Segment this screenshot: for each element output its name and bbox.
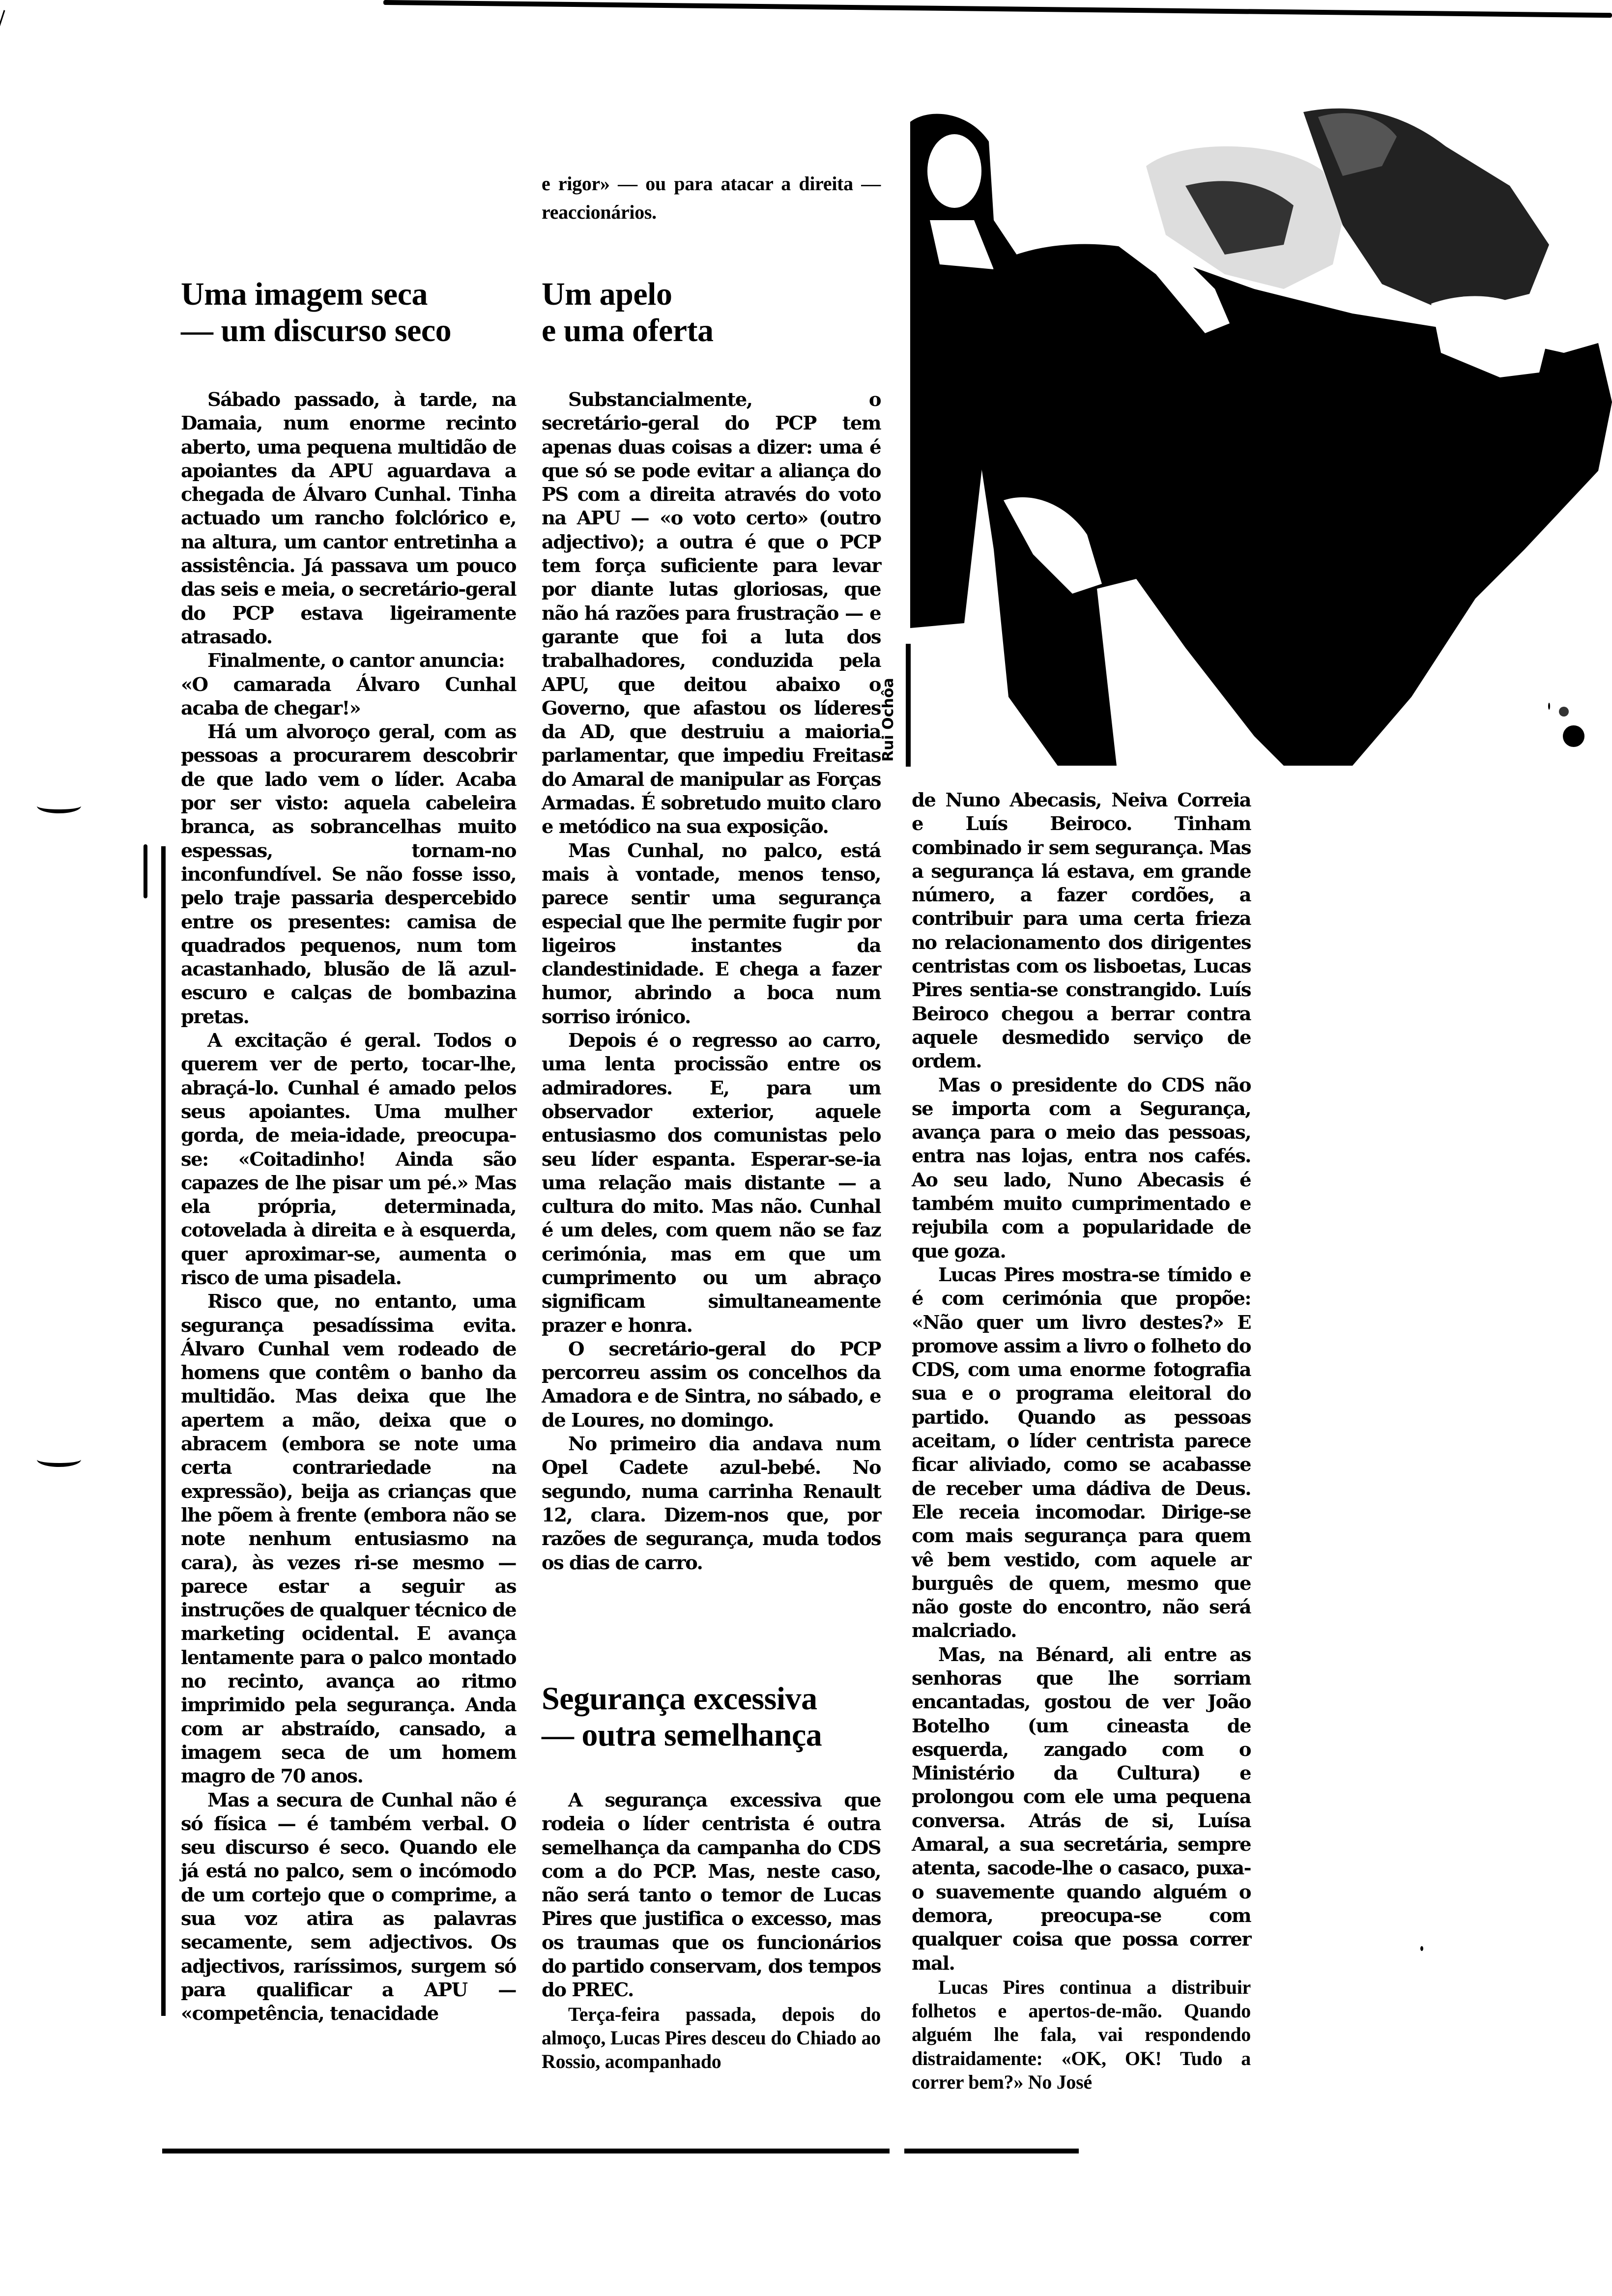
paragraph: Mas, na Bénard, ali entre as senhoras que lhe sorriam encantadas, gostou de ver João Botelho (um cineasta de esquerda, zangado com o Ministério da Cultura) e prolongou com ele uma pequena conversa. Atrás de si, Luísa Amaral, a sua secretária, sempre atenta, sacode-lhe o casaco, puxa-o suavemente quando alguém o demora, preocupa-se com qualquer coisa que possa correr mal.: [912, 1643, 1251, 1975]
paragraph-text: Lucas Pires mostra-se tímido e é com cerimónia que propõe:: [912, 1263, 1251, 1310]
paragraph-text: Substancialmente, o secretário-geral do PCP tem apenas duas coisas a dizer: uma é que só se pode evitar a aliança do PS com a direita através do voto na APU —: [542, 389, 881, 530]
corner-scan-mark: [0, 10, 5, 27]
section-body-3: [542, 1789, 881, 2074]
paragraph: Finalmente, o cantor anuncia:: [207, 650, 505, 672]
paragraph: [181, 1789, 516, 2026]
binding-hole-mark: [37, 799, 81, 813]
print-speck: [1420, 1946, 1423, 1951]
quote: «o voto certo»: [660, 507, 808, 530]
top-page-edge-rule: [383, 0, 1612, 18]
paragraph-text: No José: [1023, 2071, 1092, 2094]
paragraph: Terça-feira passada, depois do almoço, Lucas Pires desceu do Chiado ao Rossio, acompanhado: [542, 2003, 881, 2073]
paragraph: Risco que, no entanto, uma segurança pesadíssima evita. Álvaro Cunhal vem rodeado de homens que contêm o banho da multidão. Mas deixa que lhe apertem a mão, deixa que o abracem (embora se note uma certa contrariedade na expressão), beija as crianças que lhe põem à frente (embora não se note nenhum entusiasmo na cara), às vezes ri-se mesmo — parece estar a seguir as instruções de qualquer técnico de marketing ocidental. E avança lentamente para o palco montado no recinto, avança ao ritmo imprimido pela segurança. Anda com ar abstraído, cansado, a imagem seca de um homem magro de 70 anos.: [181, 1291, 516, 1788]
paragraph: Há um alvoroço geral, com as pessoas a procurarem descobrir de que lado vem o líder. Acaba por ser visto: aquela cabeleira branca, as sobrancelhas muito espessas, tornam-no inconfundível. Se não fosse isso, pelo traje passaria despercebido entre os presentes: camisa de quadrados pequenos, num tom acastanhado, blusão de lã azul-escuro e calças de bombazina pretas.: [181, 721, 516, 1028]
section-headline-2: [542, 276, 714, 349]
paragraph: Mas Cunhal, no palco, está mais à vontade, menos tenso, parece sentir uma segurança especial que lhe permite fugir por ligeiros instantes da clandestinidade. E chega a fazer humor, abrindo a boca num sorriso irónico.: [542, 839, 881, 1028]
paragraph-text: Mas a secura de Cunhal não é só física — é também verbal. O seu discurso é seco. Quando ele já está no palco, sem o incómodo de um cortejo que o comprime, a sua voz atira as palavras secamente, sem adjectivos. Os adjectivos, raríssimos, surgem só para qualificar a APU —: [181, 1789, 516, 2001]
continuation-text: [542, 170, 881, 227]
photo-credit: Rui Ochôa: [880, 678, 897, 762]
paragraph: Sábado passado, à tarde, na Damaia, num enorme recinto aberto, uma pequena multidão de apoiantes da APU aguardava a chegada de Álvaro Cunhal. Tinha actuado um rancho folclórico e, na altura, um cantor entretinha a assistência. Já passava um pouco das seis e meia, o secretário-geral do PCP estava ligeiramente atrasado.: [181, 389, 516, 648]
paragraph-text: E promove assim a livro o folheto do CDS, com uma enorme fotografia sua e o programa eleitoral do partido. Quando as pessoas aceitam, o líder centrista parece ficar aliviado, como se acabasse de receber uma dádiva de Deus. Ele receia incomodar. Dirige-se com mais segurança para quem vê bem vestido, com aquele ar burguês de quem, mesmo que não goste do encontro, não será malcriado.: [912, 1311, 1251, 1642]
section-body-3-continued: [912, 789, 1251, 2094]
headline-line: — outra semelhança: [542, 1717, 822, 1753]
bottom-rule-right: [904, 2149, 1079, 2153]
quote: «competência, tenacidade: [181, 2003, 438, 2025]
paragraph-text: A excitação é geral. Todos o querem ver de perto, tocar-lhe, abraçá-lo. Cunhal é amado pelos seus apoiantes. Uma mulher gorda, de meia-idade, preocupa-se:: [181, 1030, 516, 1171]
headline-line: e uma oferta: [542, 313, 714, 348]
quote: «Não quer um livro destes?»: [912, 1311, 1224, 1334]
quote-end: e rigor»: [542, 172, 610, 195]
photo-halftone-image: [910, 58, 1612, 766]
news-photo: [910, 58, 1612, 766]
headline-line: — um discurso seco: [181, 313, 452, 348]
photo-left-edge: [906, 644, 911, 767]
section-headline-1: [181, 276, 451, 349]
bottom-rule-left: [162, 2149, 890, 2153]
paragraph: O secretário-geral do PCP percorreu assim os concelhos da Amadora e de Sintra, no sábado, e de Loures, no domingo.: [542, 1338, 881, 1432]
paragraph: Mas o presidente do CDS não se importa com a Segurança, avança para o meio das pessoas, entra nas lojas, entra nos cafés. Ao seu lado, Nuno Abecasis é também muito cumprimentado e rejubila com a popularidade de que goza.: [912, 1074, 1251, 1263]
section-headline-3: [542, 1681, 822, 1753]
print-speck: [1548, 703, 1550, 710]
paragraph: A segurança excessiva que rodeia o líder centrista é outra semelhança da campanha do CDS com a do PCP. Mas, neste caso, não será tanto o temor de Lucas Pires que justifica o excesso, mas os traumas que os funcionários do partido conservam, dos tempos do PREC.: [542, 1789, 881, 2002]
paragraph: [912, 1263, 1251, 1643]
paragraph-text: (outro adjectivo); a outra é que o PCP tem força suficiente para levar por diante lutas gloriosas, que não há razões para frustração — e garante que foi a luta dos trabalhadores, conduzida pela APU, que deitou abaixo o Governo, que afastou os líderes da AD, que destruiu a maioria parlamentar, que impediu Freitas do Amaral de manipular as Forças Armadas. É sobretudo muito claro e metódico na sua exposição.: [542, 507, 881, 838]
paragraph: No primeiro dia andava num Opel Cadete azul-bebé. No segundo, numa carrinha Renault 12, clara. Dizem-nos que, por razões de segurança, muda todos os dias de carro.: [542, 1433, 881, 1574]
headline-line: Segurança excessiva: [542, 1681, 817, 1717]
quote-paragraph: [181, 673, 516, 721]
quote: «Coitadinho! Ainda são capazes de lhe pisar um pé.»: [181, 1148, 517, 1194]
paragraph: de Nuno Abecasis, Neiva Correia e Luís Beiroco. Tinham combinado ir sem segurança. Mas a segurança lá estava, em grande número, a fazer cordões, a contribuir para uma certa frieza no relacionamento dos dirigentes centristas com os lisboetas, Lucas Pires sentia-se constrangido. Luís Beiroco chegou a berrar contra aquele desmedido serviço de ordem.: [912, 789, 1251, 1073]
paragraph: Depois é o regresso ao carro, uma lenta procissão entre os admiradores. E, para um observador exterior, aquele entusiasmo dos comunistas pelo seu líder espanta. Esperar-se-ia uma relação mais distante — a cultura do mito. Mas não. Cunhal é um deles, com quem não se faz cerimónia, mas em que um cumprimento ou um abraço significam simultaneamente prazer e honra.: [542, 1030, 881, 1337]
quote: «OK, OK! Tudo a correr bem?»: [912, 2047, 1251, 2094]
continuation-paragraph: [542, 170, 881, 227]
margin-tick-mark: [144, 844, 147, 898]
paragraph-text: Mas ela própria, determinada, cotovelada à direita e à esquerda, quer aproximar-se, aumenta o risco de uma pisadela.: [181, 1172, 516, 1289]
paragraph: [912, 1976, 1251, 2094]
headline-line: Um apelo: [542, 276, 672, 312]
paragraph-text: Lucas Pires continua a distribuir folhetos e apertos-de-mão. Quando alguém lhe fala, vai respondendo distraidamente:: [912, 1976, 1251, 2069]
quote: «O camarada Álvaro Cunhal acaba de chegar!»: [181, 673, 516, 719]
headline-line: Uma imagem seca: [181, 276, 428, 312]
binding-hole-mark: [37, 1452, 81, 1467]
left-column-rule: [161, 846, 166, 2016]
paragraph: [542, 388, 881, 839]
paragraph: [181, 1029, 516, 1290]
section-body-2: [542, 388, 881, 1575]
paragraph-text: — ou para atacar a direita — reaccionários.: [542, 172, 881, 223]
section-body-1: [181, 388, 516, 2026]
